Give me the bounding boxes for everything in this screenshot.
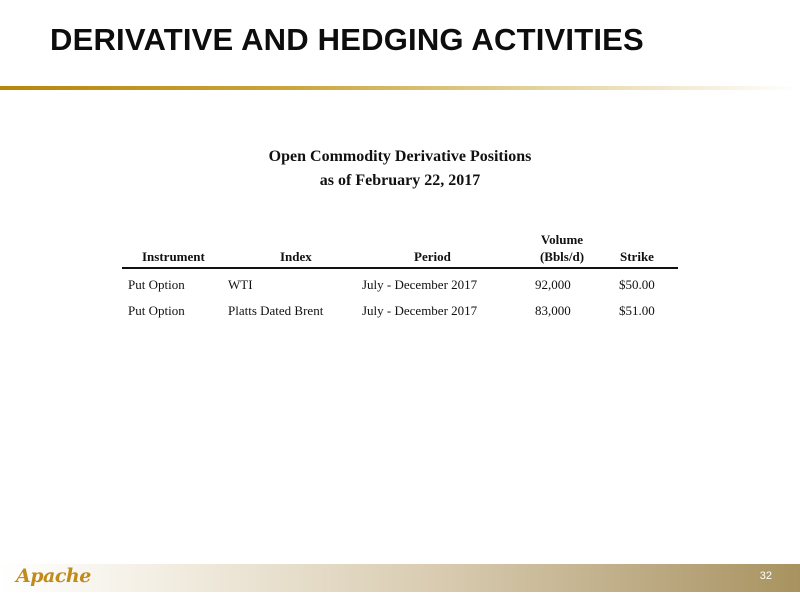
derivative-positions-table: [122, 229, 678, 321]
cell-index: WTI: [228, 277, 253, 292]
cell-instrument: Put Option: [128, 303, 185, 318]
slide-title: DERIVATIVE AND HEDGING ACTIVITIES: [50, 22, 644, 57]
cell-index: Platts Dated Brent: [228, 303, 324, 318]
header-instrument: Instrument: [142, 249, 205, 264]
table-row: [122, 295, 678, 321]
footer-bar: [0, 564, 800, 592]
cell-period: July - December 2017: [362, 303, 478, 318]
table-title: Open Commodity Derivative Positions: [268, 148, 532, 165]
cell-volume: 83,000: [535, 303, 571, 318]
cell-strike: $51.00: [619, 303, 655, 318]
header-volume-line2: (Bbls/d): [539, 249, 585, 264]
cell-instrument: Put Option: [128, 277, 185, 292]
title-divider: [0, 86, 800, 90]
table-row: [122, 269, 678, 295]
header-period: Period: [414, 249, 451, 264]
cell-volume: 92,000: [535, 277, 571, 292]
cell-strike: $50.00: [619, 277, 655, 292]
header-index: Index: [280, 249, 312, 264]
header-volume: [522, 231, 602, 265]
page-number: 32: [759, 570, 772, 582]
apache-logo: Apache: [16, 565, 91, 587]
header-volume-line1: Volume: [540, 232, 584, 247]
table-header-row: [122, 229, 678, 269]
cell-period: July - December 2017: [362, 277, 478, 292]
table-subtitle: as of February 22, 2017: [319, 172, 481, 189]
header-strike: Strike: [620, 249, 654, 264]
